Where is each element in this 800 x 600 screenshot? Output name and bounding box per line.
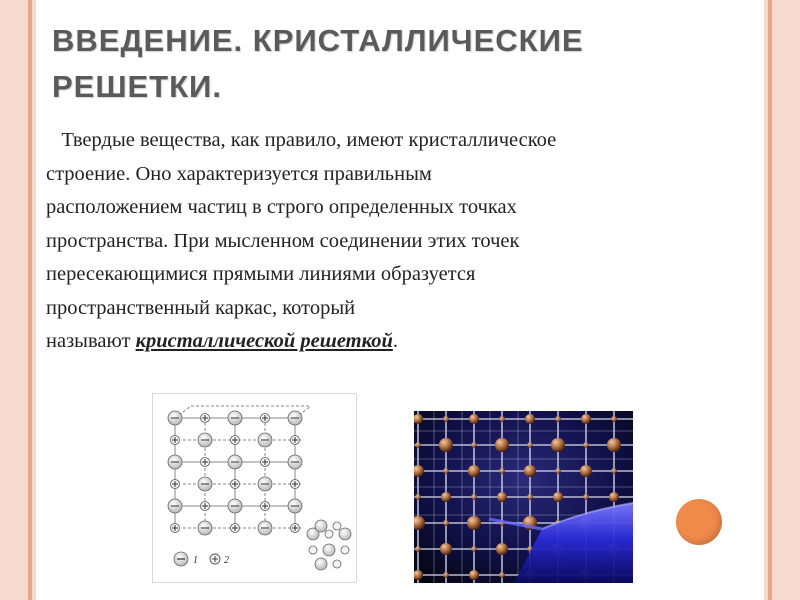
ion-node-small: [291, 436, 300, 445]
ion-node-small: [291, 480, 300, 489]
ion-node-small: [201, 458, 210, 467]
lattice-atom-small: [555, 468, 561, 474]
lattice-diagram-svg: [153, 394, 356, 582]
lattice-atom: [607, 438, 621, 452]
lattice-atom: [441, 492, 451, 502]
emphasized-term: кристаллической решеткой: [135, 330, 393, 352]
lattice-atom-small: [415, 442, 421, 448]
ion-node-large: [198, 433, 212, 447]
ion-node-small: [201, 414, 210, 423]
lattice-atom: [497, 492, 507, 502]
lattice-atom: [496, 543, 508, 555]
ion-node-small: [171, 436, 180, 445]
ion-node-small: [231, 524, 240, 533]
lattice-atom-small: [583, 494, 589, 500]
slide-page: [36, 0, 764, 600]
ion-node-small: [171, 480, 180, 489]
lattice-atom: [469, 414, 479, 424]
ion-node-small: [201, 502, 210, 511]
lattice-atom: [468, 465, 480, 477]
lattice-atom: [580, 465, 592, 477]
cluster-node: [323, 544, 335, 556]
diagram-legend: [174, 552, 229, 566]
lattice-atom: [495, 438, 509, 452]
lattice-atom: [553, 492, 563, 502]
lattice-atom-small: [527, 442, 533, 448]
ion-node-small: [231, 480, 240, 489]
ion-node-small: [261, 502, 270, 511]
ion-node-large: [228, 455, 242, 469]
slide-paragraph: [46, 124, 736, 359]
lattice-3d-image: [414, 411, 633, 583]
paragraph-line: расположением частиц в строго определенных точках: [46, 196, 517, 218]
unit-cell-cluster: [307, 520, 351, 570]
lattice-atom: [524, 465, 536, 477]
ion-node-small: [291, 524, 300, 533]
paragraph-line: строение. Оно характеризуется правильным: [46, 162, 432, 185]
ion-node-small: [261, 414, 270, 423]
paragraph-line: пространства. При мысленном соединении этих точек: [46, 229, 520, 252]
slide-title: [52, 18, 732, 110]
lattice-atom-small: [471, 442, 477, 448]
title-line-2: РЕШЕТКИ.: [52, 69, 222, 104]
left-border-stripe: [28, 0, 32, 600]
lattice-diagram: [152, 393, 357, 583]
lattice-atom-small: [499, 416, 505, 422]
lattice-atom: [467, 516, 481, 530]
lattice-atom-small: [499, 468, 505, 474]
ion-node-large: [198, 477, 212, 491]
lattice-atom: [469, 570, 479, 580]
title-line-1: ВВЕДЕНИЕ. КРИСТАЛЛИЧЕСКИЕ: [52, 23, 584, 58]
ion-node-large: [258, 477, 272, 491]
last-line-suffix: .: [392, 330, 399, 352]
ion-node-large: [228, 499, 242, 513]
lattice-atom: [525, 414, 535, 424]
lattice-atom-small: [415, 494, 421, 500]
lattice-atom: [440, 543, 452, 555]
ion-node-large: [168, 455, 182, 469]
paragraph-line: пространственный каркас, который: [46, 296, 356, 319]
cluster-node: [315, 520, 327, 532]
lattice-atom: [581, 414, 591, 424]
ion-node-small: [261, 458, 270, 467]
right-border-stripe: [768, 0, 772, 600]
lattice-atom-small: [471, 546, 477, 552]
lattice-atom-small: [527, 494, 533, 500]
cluster-node: [333, 522, 341, 530]
cluster-node: [333, 560, 341, 568]
ion-node-small: [171, 524, 180, 533]
lattice-atom-small: [611, 468, 617, 474]
decorative-orange-circle: [676, 499, 722, 545]
paragraph-line: пересекающимися прямыми линиями образуется: [46, 263, 476, 285]
ion-node-large: [228, 411, 242, 425]
lattice-atom: [551, 438, 565, 452]
cluster-node: [341, 546, 349, 554]
ion-node-large: [168, 411, 182, 425]
lattice-atom-small: [611, 416, 617, 422]
ion-node-large: [288, 499, 302, 513]
lattice-atom: [439, 438, 453, 452]
cluster-node: [339, 528, 351, 540]
lattice-atom-small: [471, 494, 477, 500]
ion-node-small: [231, 436, 240, 445]
lattice-atom-small: [499, 572, 505, 578]
cluster-node: [309, 546, 317, 554]
legend-1-label: 1: [193, 555, 198, 566]
cluster-node: [315, 558, 327, 570]
ion-node-large: [168, 499, 182, 513]
lattice-atom-small: [443, 468, 449, 474]
paragraph-line: Твердые вещества, как правило, имеют кристаллическое: [46, 129, 557, 151]
legend-2-label: 2: [224, 555, 229, 566]
paragraph-last-line: [46, 325, 736, 359]
ion-node-large: [258, 433, 272, 447]
lattice-atom-small: [443, 572, 449, 578]
ion-node-large: [288, 411, 302, 425]
ion-node-large: [198, 521, 212, 535]
cluster-node: [325, 530, 333, 538]
lattice-atom-small: [443, 520, 449, 526]
lattice-atom: [609, 492, 619, 502]
lattice-atom-small: [555, 416, 561, 422]
ion-node-large: [258, 521, 272, 535]
ion-node-large: [288, 455, 302, 469]
lattice-3d-svg: [414, 411, 633, 583]
lattice-atom-small: [583, 442, 589, 448]
last-line-prefix: называют: [46, 330, 136, 352]
lattice-atom-small: [443, 416, 449, 422]
lattice-atom-small: [415, 546, 421, 552]
